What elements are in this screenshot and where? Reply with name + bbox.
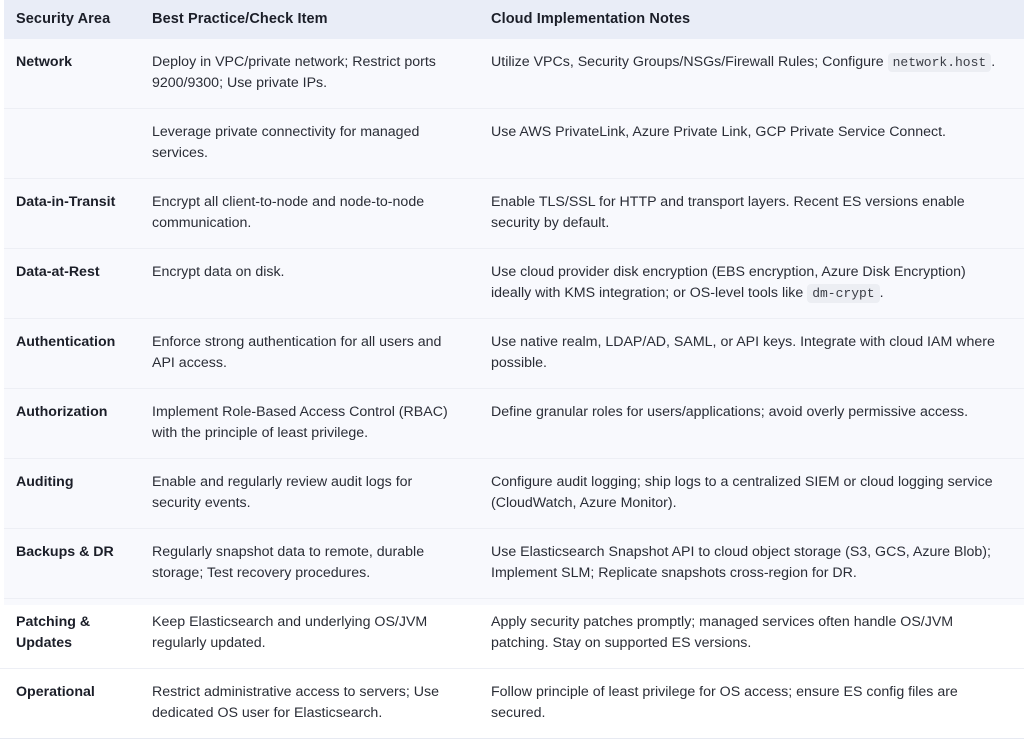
column-header-cloud-notes: Cloud Implementation Notes [491, 11, 691, 27]
table-row [0, 459, 1024, 529]
cloud-notes-text: Enable TLS/SSL for HTTP and transport layers. Recent ES versions enable security by default. [491, 194, 965, 231]
cloud-notes-text: Follow principle of least privilege for OS access; ensure ES config files are secured. [491, 684, 958, 721]
left-edge-gutter [0, 0, 4, 605]
cell-cloud-notes [491, 529, 1024, 599]
cell-best-practice: Regularly snapshot data to remote, durable storage; Test recovery procedures. [152, 544, 425, 581]
cell-security-area: Authentication [16, 334, 116, 350]
cloud-notes-text: Use cloud provider disk encryption (EBS encryption, Azure Disk Encryption) ideally with KMS integration; or OS-level tools like [491, 264, 966, 301]
cell-best-practice: Leverage private connectivity for managed services. [152, 124, 420, 161]
cell-best-practice: Restrict administrative access to servers; Use dedicated OS user for Elasticsearch. [152, 684, 439, 721]
table-header [0, 0, 1024, 39]
table-row [0, 179, 1024, 249]
cell-best-practice: Encrypt all client-to-node and node-to-node communication. [152, 194, 425, 231]
cloud-notes-text: Utilize VPCs, Security Groups/NSGs/Firewall Rules; Configure [491, 54, 888, 70]
cell-cloud-notes [491, 109, 1024, 179]
table-row [0, 109, 1024, 179]
table-header-row [0, 0, 1024, 39]
cell-cloud-notes [491, 39, 1024, 109]
cell-security-area: Backups & DR [16, 544, 114, 560]
cell-cloud-notes [491, 249, 1024, 319]
table-row [0, 319, 1024, 389]
table-row [0, 39, 1024, 109]
table-row [0, 249, 1024, 319]
table-body [0, 39, 1024, 739]
cell-cloud-notes [491, 389, 1024, 459]
cloud-notes-text-trailing: . [879, 285, 884, 301]
cell-cloud-notes [491, 179, 1024, 249]
column-header-best-practice: Best Practice/Check Item [152, 11, 328, 27]
inline-code-token: network.host [888, 53, 992, 72]
cell-security-area: Authorization [16, 404, 108, 420]
cloud-notes-text: Configure audit logging; ship logs to a centralized SIEM or cloud logging service (CloudWatch, Azure Monitor). [491, 474, 993, 511]
cloud-notes-text-trailing: . [991, 54, 996, 70]
cell-cloud-notes [491, 459, 1024, 529]
cell-security-area: Data-at-Rest [16, 264, 100, 280]
cell-best-practice: Enforce strong authentication for all users and API access. [152, 334, 442, 371]
cloud-notes-text: Use Elasticsearch Snapshot API to cloud object storage (S3, GCS, Azure Blob); Implement SLM; Replicate snapshots cross-region for DR. [491, 544, 991, 581]
cell-cloud-notes [491, 669, 1024, 739]
cloud-notes-text: Use AWS PrivateLink, Azure Private Link, GCP Private Service Connect. [491, 124, 946, 140]
cell-security-area: Network [16, 54, 72, 70]
cloud-notes-text: Use native realm, LDAP/AD, SAML, or API keys. Integrate with cloud IAM where possible. [491, 334, 995, 371]
table-row [0, 529, 1024, 599]
cell-security-area: Patching & Updates [16, 614, 91, 651]
cell-security-area [0, 109, 152, 179]
cell-best-practice: Implement Role-Based Access Control (RBAC) with the principle of least privilege. [152, 404, 448, 441]
cell-best-practice: Keep Elasticsearch and underlying OS/JVM regularly updated. [152, 614, 428, 651]
cell-best-practice: Encrypt data on disk. [152, 264, 285, 280]
inline-code-token: dm-crypt [807, 284, 879, 303]
cell-best-practice: Deploy in VPC/private network; Restrict ports 9200/9300; Use private IPs. [152, 54, 436, 91]
column-header-security-area: Security Area [16, 11, 111, 27]
cell-cloud-notes [491, 599, 1024, 669]
cell-cloud-notes [491, 319, 1024, 389]
table-row [0, 669, 1024, 739]
cell-security-area: Auditing [16, 474, 74, 490]
cloud-notes-text: Apply security patches promptly; managed services often handle OS/JVM patching. Stay on supported ES versions. [491, 614, 954, 651]
cloud-notes-text: Define granular roles for users/applications; avoid overly permissive access. [491, 404, 969, 420]
cell-security-area: Data-in-Transit [16, 194, 116, 210]
table-row [0, 389, 1024, 459]
cell-security-area: Operational [16, 684, 95, 700]
table-row [0, 599, 1024, 669]
cell-best-practice: Enable and regularly review audit logs for security events. [152, 474, 413, 511]
